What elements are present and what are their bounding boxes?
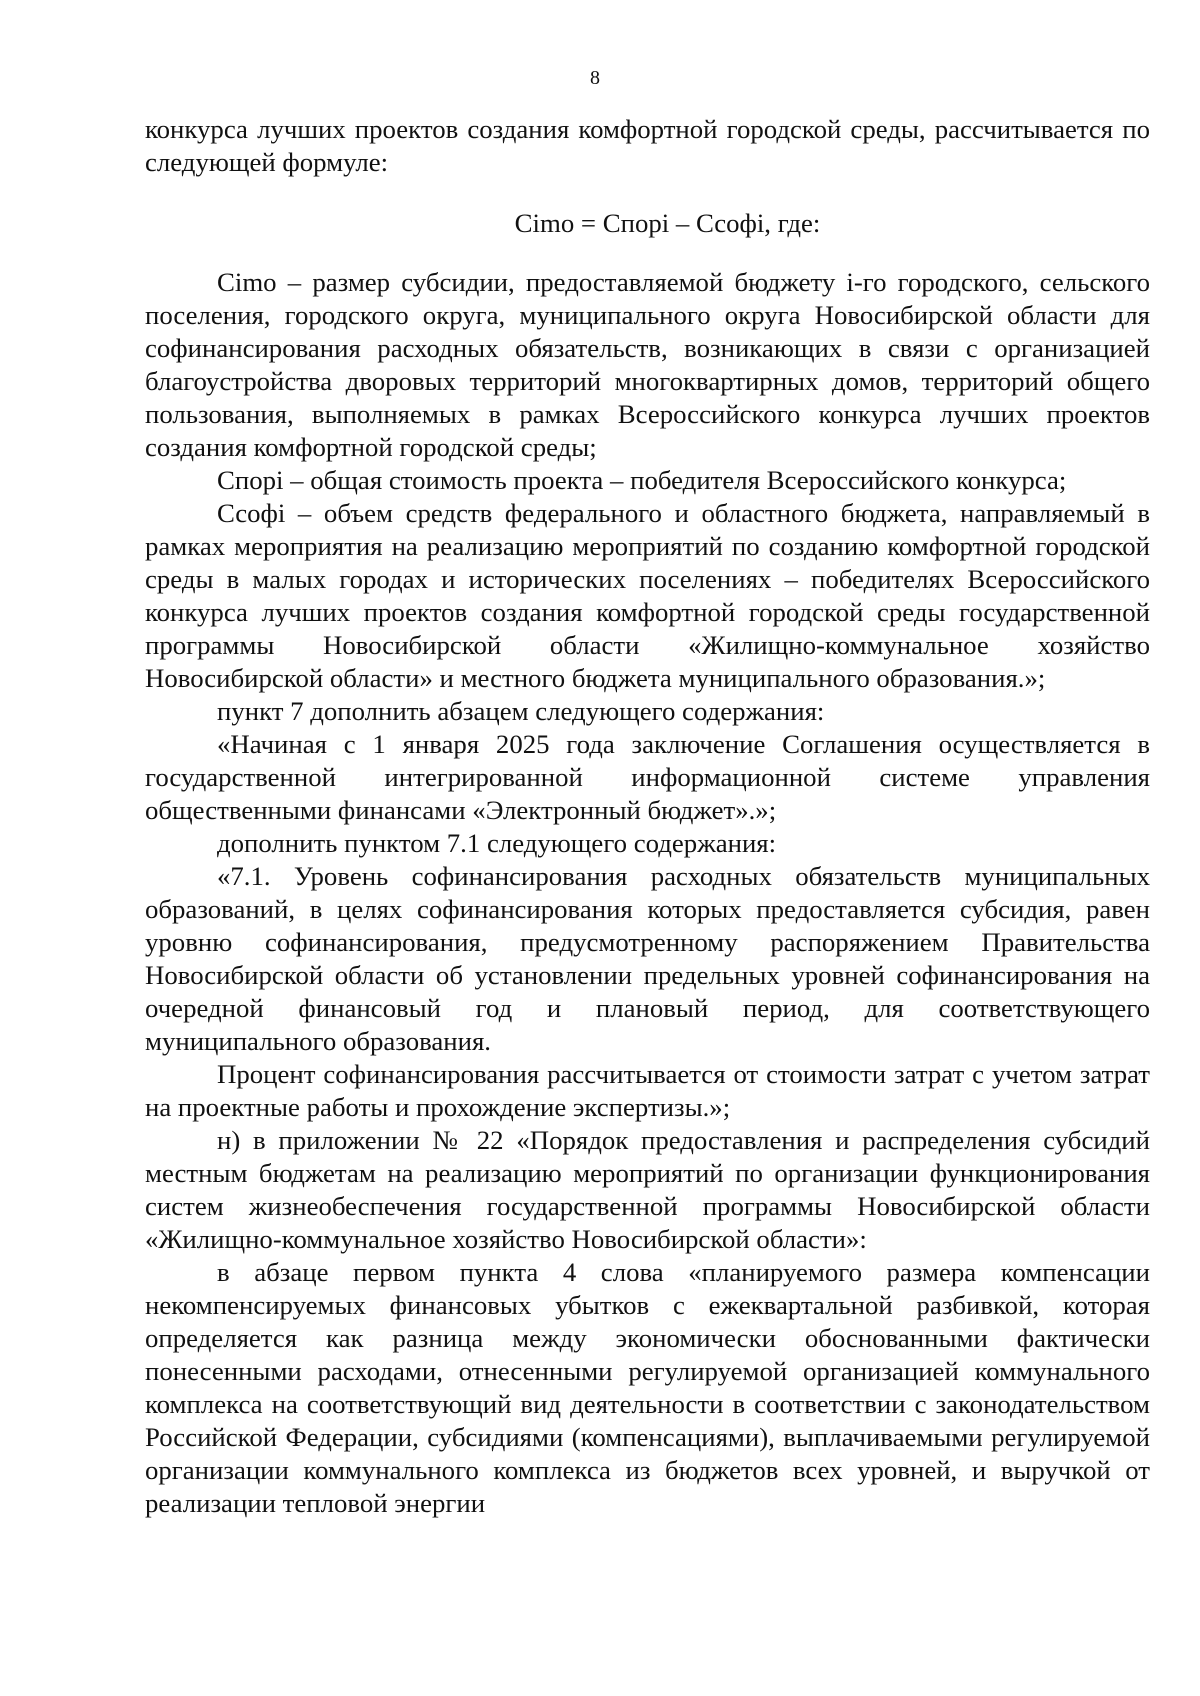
paragraph-point-7-intro: пункт 7 дополнить абзацем следующего содержания:: [217, 696, 825, 726]
paragraph-point-7-1-intro: дополнить пунктом 7.1 следующего содержания:: [217, 828, 777, 858]
paragraph-appendix-22: н) в приложении № 22 «Порядок предоставления и распределения субсидий местным бюджетам на реализацию мероприятий по организации функционирования систем жизнеобеспечения государственной программы Новосибирской области «Жилищно-коммунальное хозяйство Новосибирской области»:: [145, 1125, 1150, 1254]
document-body: [145, 113, 1150, 1520]
paragraph-spori-definition: Спорi – общая стоимость проекта – победителя Всероссийского конкурса;: [217, 465, 1067, 495]
paragraph-cimo-definition: Сimo – размер субсидии, предоставляемой бюджету i-го городского, сельского поселения, городского округа, муниципального округа Новосибирской области для софинансирования расходных обязательств, возникающих в связи с организацией благоустройства дворовых территорий многоквартирных домов, территорий общего пользования, выполняемых в рамках Всероссийского конкурса лучших проектов создания комфортной городской среды;: [145, 267, 1150, 462]
formula: Сimo = Спорi – Ссофi, где:: [514, 208, 821, 238]
page-number: 8: [590, 67, 600, 89]
paragraph-point-4-words: в абзаце первом пункта 4 слова «планируемого размера компенсации некомпенсируемых финансовых убытков с ежеквартальной разбивкой, которая определяется как разница между экономически обоснованными фактически понесенными расходами, отнесенными регулируемой организацией коммунального комплекса на соответствующий вид деятельности в соответствии с законодательством Российской Федерации, субсидиями (компенсациями), выплачиваемыми регулируемой организации коммунального комплекса из бюджетов всех уровней, и выручкой от реализации тепловой энергии: [145, 1257, 1150, 1518]
paragraph-ssofi-definition: Ссофi – объем средств федерального и областного бюджета, направляемый в рамках мероприятия на реализацию мероприятий по созданию комфортной городской среды в малых городах и исторических поселениях – победителях Всероссийского конкурса лучших проектов создания комфортной городской среды государственной программы Новосибирской области «Жилищно-коммунальное хозяйство Новосибирской области» и местного бюджета муниципального образования.»;: [145, 498, 1150, 693]
paragraph-cofinancing-percent: Процент софинансирования рассчитывается от стоимости затрат с учетом затрат на проектные работы и прохождение экспертизы.»;: [145, 1059, 1150, 1122]
paragraph-formula-intro: конкурса лучших проектов создания комфортной городской среды, рассчитывается по следующей формуле:: [145, 114, 1150, 177]
paragraph-point-7-text: «Начиная с 1 января 2025 года заключение Соглашения осуществляется в государственной интегрированной информационной системе управления общественными финансами «Электронный бюджет».»;: [145, 729, 1150, 825]
paragraph-point-7-1-text: «7.1. Уровень софинансирования расходных обязательств муниципальных образований, в целях софинансирования которых предоставляется субсидия, равен уровню софинансирования, предусмотренному распоряжением Правительства Новосибирской области об установлении предельных уровней софинансирования на очередной финансовый год и плановый период, для соответствующего муниципального образования.: [145, 861, 1150, 1056]
